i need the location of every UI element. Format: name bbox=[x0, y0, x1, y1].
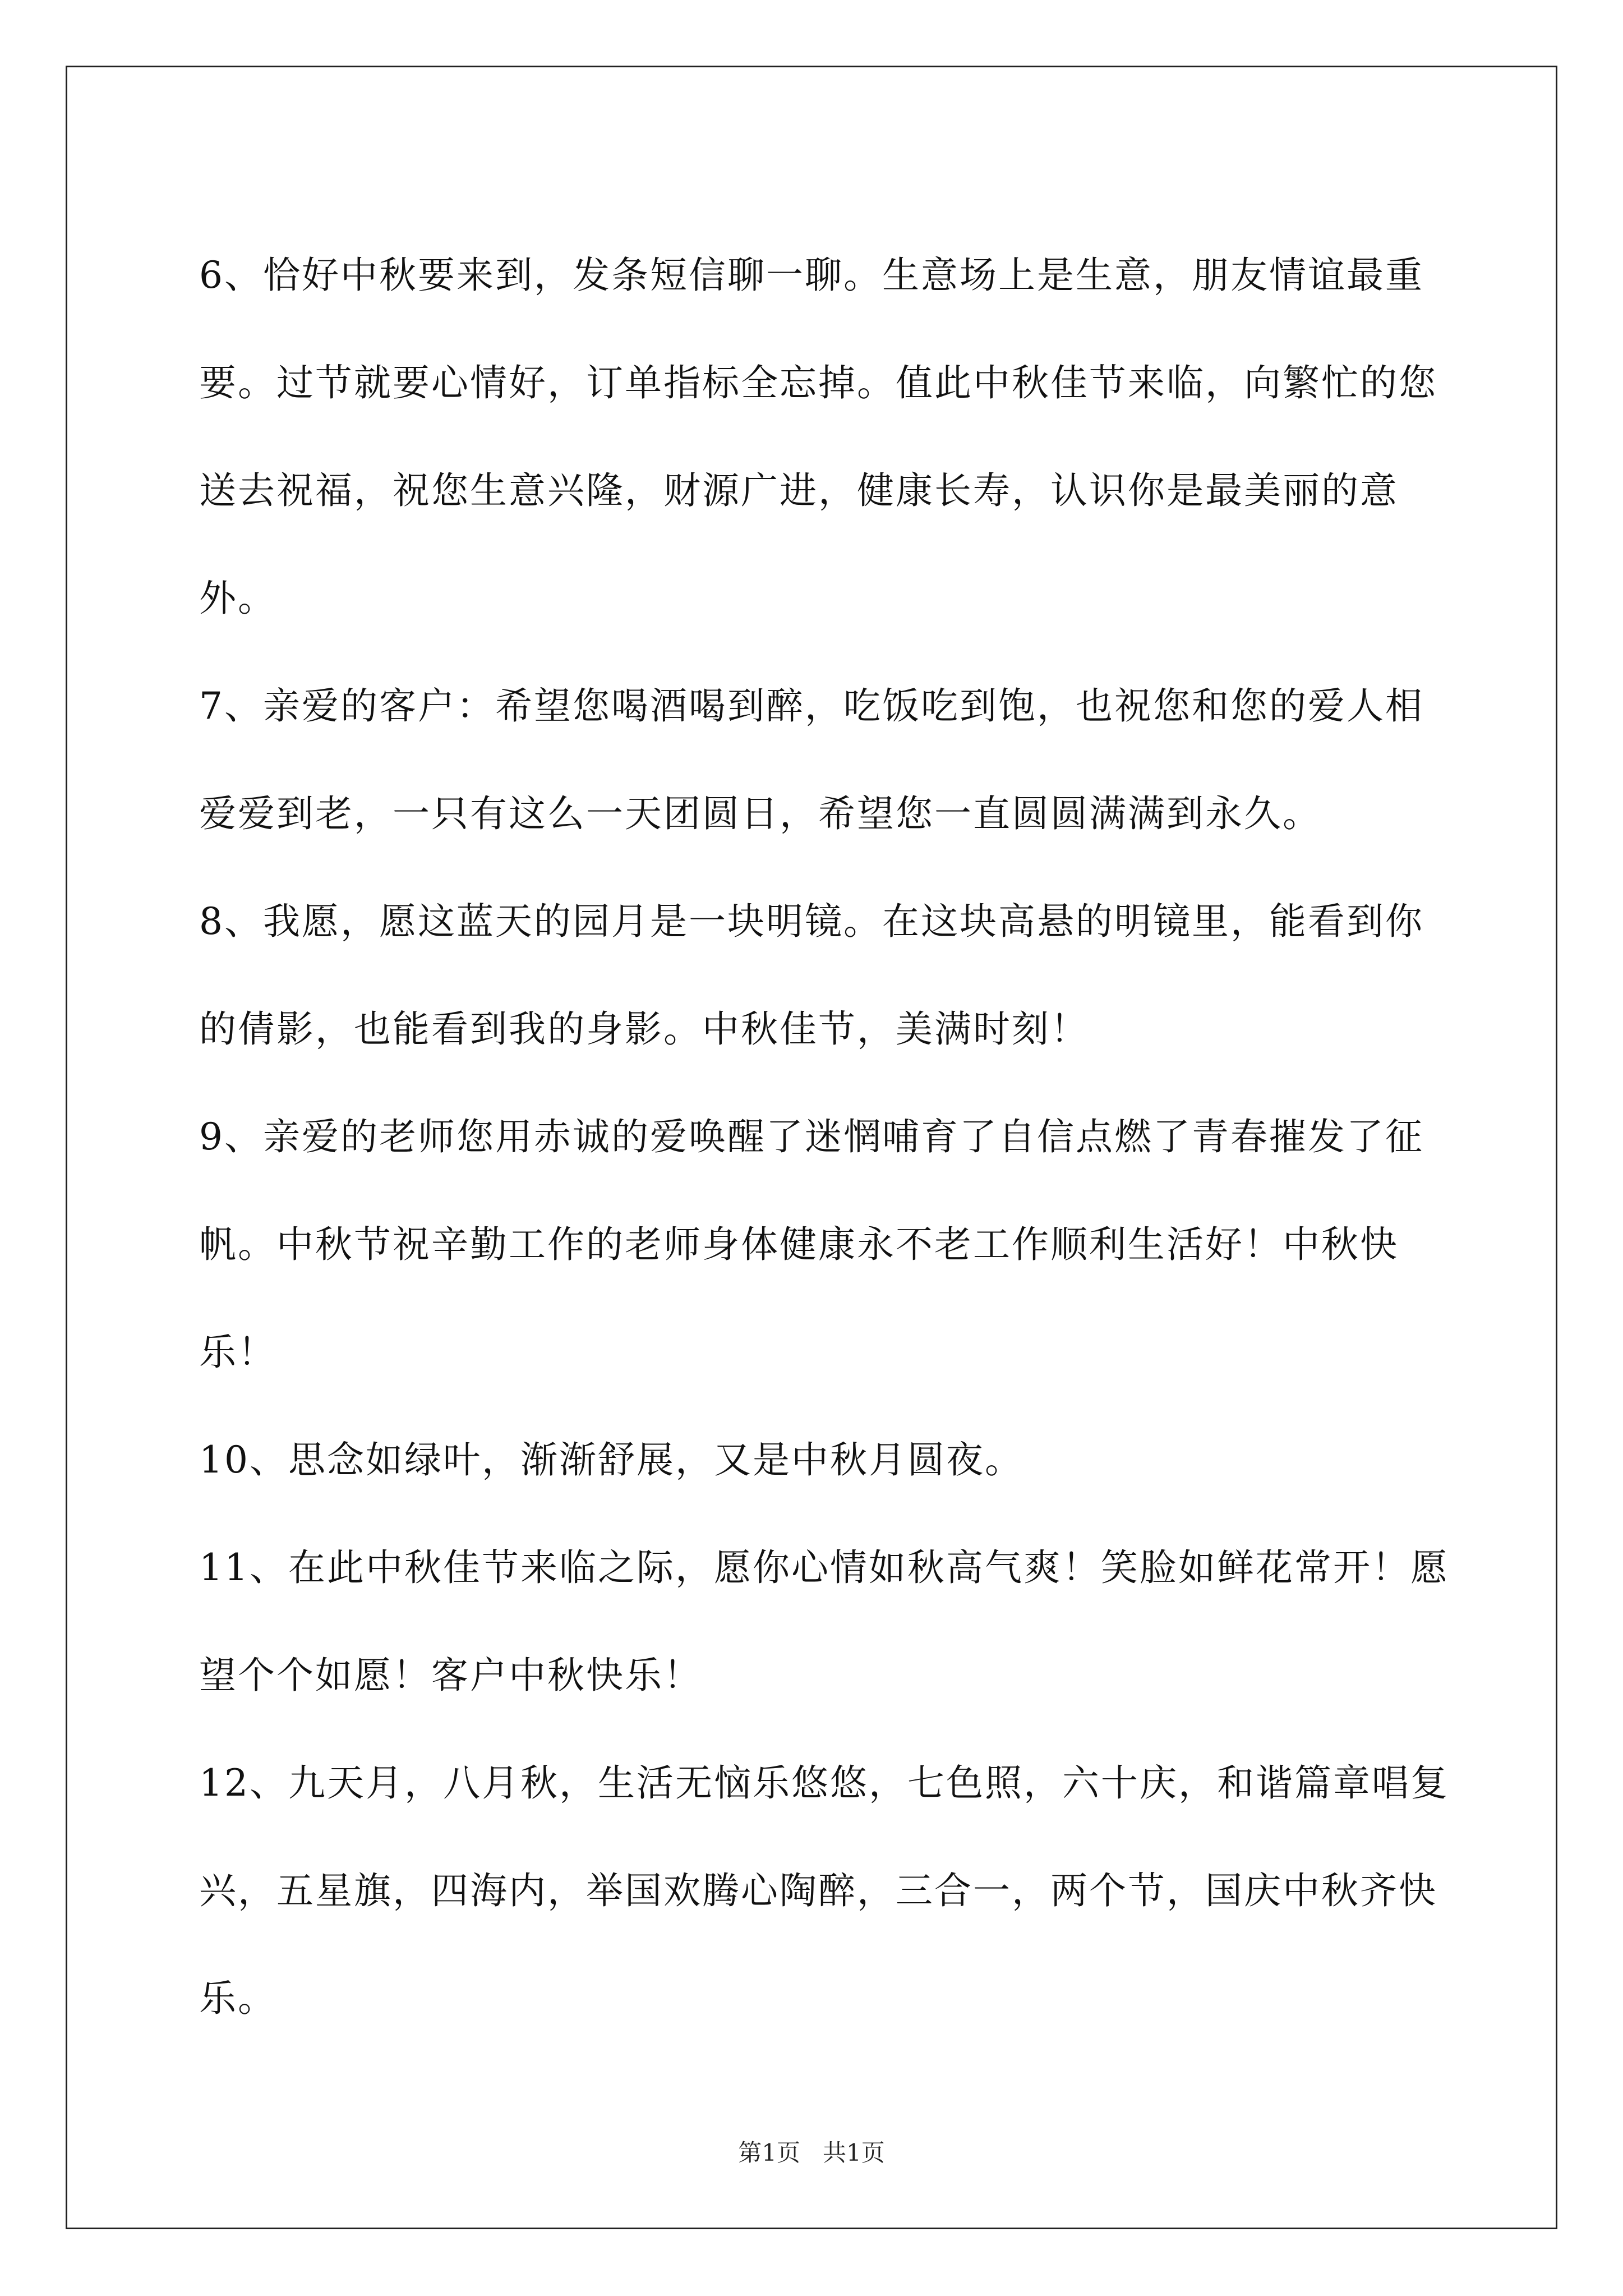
paragraph-7: 7、亲爱的客户：希望您喝酒喝到醉，吃饭吃到饱，也祝您和您的爱人相爱爱到老，一只有这么一天团圆日，希望您一直圆圆满满到永久。 bbox=[199, 684, 1424, 835]
paragraph-6: 6、恰好中秋要来到，发条短信聊一聊。生意场上是生意，朋友情谊最重要。过节就要心情好，订单指标全忘掉。值此中秋佳节来临，向繁忙的您送去祝福，祝您生意兴隆，财源广进，健康长寿，认识你是最美丽的意外。 bbox=[199, 254, 1437, 620]
page-footer bbox=[0, 2136, 1623, 2170]
paragraph-8: 8、我愿，愿这蓝天的园月是一块明镜。在这块高悬的明镜里，能看到你的倩影，也能看到我的身影。中秋佳节，美满时刻！ bbox=[199, 900, 1424, 1051]
page-number-total: 共1页 bbox=[823, 2139, 885, 2166]
document-body bbox=[199, 222, 1455, 2053]
paragraph-9: 9、亲爱的老师您用赤诚的爱唤醒了迷惘哺育了自信点燃了青春摧发了征帆。中秋节祝辛勤工作的老师身体健康永不老工作顺利生活好！中秋快乐！ bbox=[199, 1115, 1424, 1374]
paragraph-10: 10、思念如绿叶，渐渐舒展，又是中秋月圆夜。 bbox=[199, 1438, 1023, 1481]
page-number-current: 第1页 bbox=[738, 2139, 800, 2166]
paragraph-12: 12、九天月，八月秋，生活无恼乐悠悠，七色照，六十庆，和谐篇章唱复兴，五星旗，四海内，举国欢腾心陶醉，三合一，两个节，国庆中秋齐快乐。 bbox=[199, 1761, 1449, 2020]
paragraph-11: 11、在此中秋佳节来临之际，愿你心情如秋高气爽！笑脸如鲜花常开！愿望个个如愿！客户中秋快乐！ bbox=[199, 1546, 1449, 1697]
